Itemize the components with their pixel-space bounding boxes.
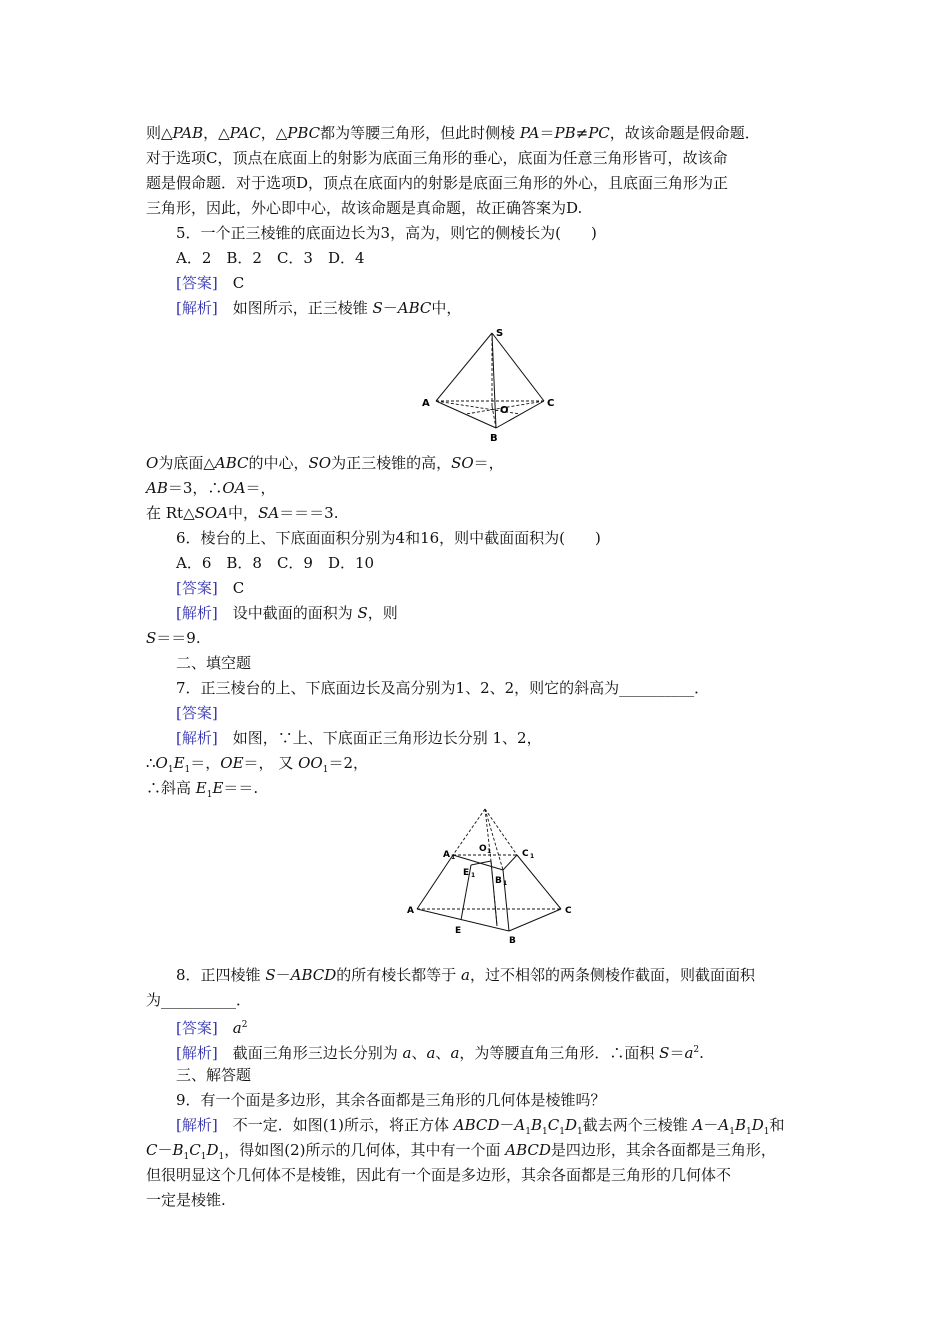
question-6-stem: 6．棱台的上、下底面面积分别为4和16，则中截面面积为( ): [176, 529, 601, 547]
label-e: E: [455, 926, 462, 936]
question-7-explanation: [解析] 如图，∵上、下底面正三角形边长分别 1、2，: [176, 729, 542, 747]
text-line: S＝＝9.: [146, 629, 201, 647]
text-line: $C-B_1C_1D_1$，得如图(2)所示的几何体，其中有一个面 ABCD是四边形，其余各面都是三角形，: [146, 1141, 776, 1162]
answer-tag: [答案]: [176, 704, 218, 722]
label-c: C: [547, 398, 555, 409]
label-a: A: [407, 906, 414, 916]
text-line: 一定是棱锥.: [146, 1191, 226, 1209]
label-b1: B: [495, 876, 502, 886]
text-line: $\therefore O_1E_1=$，OE＝， 又 $OO_1=2$，: [146, 754, 368, 775]
question-9-explanation: [解析] 不一定．如图(1)所示，将正方体 $ABCD-A_1B_1C_1D_1$截去两个三棱锥 $A-A_1B_1D_1$和: [176, 1116, 785, 1137]
answer-tag: [答案]: [176, 579, 218, 597]
question-7-answer: [176, 703, 218, 723]
text-line: O为底面△ABC的中心，SO为正三棱锥的高，SO＝，: [146, 454, 504, 472]
question-8-answer: [答案] $a^2$: [176, 1019, 248, 1037]
question-5-options: A．2 B．2 C．3 D．4: [176, 249, 365, 267]
svg-text:1: 1: [471, 872, 476, 879]
pyramid-figure: [420, 324, 560, 448]
question-6-options: A．6 B．8 C．9 D．10: [176, 554, 375, 572]
question-8-explanation: [解析] 截面三角形三边长分别为 a、a、a，为等腰直角三角形．∴面积 $S=a^2$.: [176, 1044, 704, 1062]
label-o1: O: [479, 844, 487, 854]
label-c: C: [565, 906, 572, 916]
question-5-explanation: [解析] 如图所示，正三棱锥 S－ABC中，: [176, 299, 462, 317]
explanation-tag: [解析]: [176, 299, 218, 317]
label-b: B: [490, 433, 498, 444]
text-line: 但很明显这个几何体不是棱锥，因此有一个面是多边形，其余各面都是三角形的几何体不: [146, 1166, 732, 1184]
explanation-tag: [解析]: [176, 1044, 218, 1062]
label-e1: E: [463, 868, 470, 878]
text-line: AB＝3，∴OA＝，: [146, 479, 276, 497]
label-c1: C: [522, 849, 529, 859]
label-b: B: [509, 936, 516, 946]
section-heading: 三、解答题: [176, 1066, 252, 1084]
answer-tag: [答案]: [176, 274, 218, 292]
svg-text:1: 1: [487, 848, 492, 855]
label-a1: A: [443, 850, 450, 860]
question-8-stem: 8．正四棱锥 S－ABCD的所有棱长都等于 a，过不相邻的两条侧棱作截面，则截面面积: [176, 966, 755, 984]
text-line: 对于选项C，顶点在底面上的射影为底面三角形的垂心，底面为任意三角形皆可，故该命: [146, 149, 728, 167]
explanation-tag: [解析]: [176, 729, 218, 747]
text-line: ∴斜高 $E_1E==$.: [146, 779, 259, 800]
question-6-answer: [答案] C: [176, 579, 245, 597]
svg-text:1: 1: [503, 880, 508, 887]
svg-text:1: 1: [530, 853, 535, 860]
explanation-tag: [解析]: [176, 1116, 218, 1134]
explanation-tag: [解析]: [176, 604, 218, 622]
text-line: 题是假命题．对于选项D，顶点在底面内的射影是底面三角形的外心，且底面三角形为正: [146, 174, 729, 192]
text-line: 三角形，因此，外心即中心，故该命题是真命题，故正确答案为D.: [146, 199, 583, 217]
answer-tag: [答案]: [176, 1019, 218, 1037]
label-o: O: [500, 405, 509, 416]
text-line: 则△PAB，△PAC，△PBC都为等腰三角形，但此时侧棱 PA＝PB≠PC，故该命题是假命题．: [146, 124, 760, 142]
question-6-explanation: [解析] 设中截面的面积为 S，则: [176, 604, 398, 622]
text-line: 在 Rt△SOA中，SA＝＝＝3.: [146, 504, 339, 522]
section-heading: 二、填空题: [176, 654, 252, 672]
question-5-stem: 5．一个正三棱锥的底面边长为3，高为，则它的侧棱长为( ): [176, 224, 597, 242]
label-a: A: [422, 398, 430, 409]
question-5-answer: [答案] C: [176, 274, 245, 292]
svg-text:1: 1: [451, 854, 456, 861]
question-9-stem: 9．有一个面是多边形，其余各面都是三角形的几何体是棱锥吗？: [176, 1091, 606, 1109]
label-s: S: [496, 328, 504, 339]
frustum-figure: [405, 805, 585, 955]
question-7-stem: 7．正三棱台的上、下底面边长及高分别为1、2、2，则它的斜高为__________．: [176, 679, 710, 697]
text-line: 为__________．: [146, 991, 252, 1009]
